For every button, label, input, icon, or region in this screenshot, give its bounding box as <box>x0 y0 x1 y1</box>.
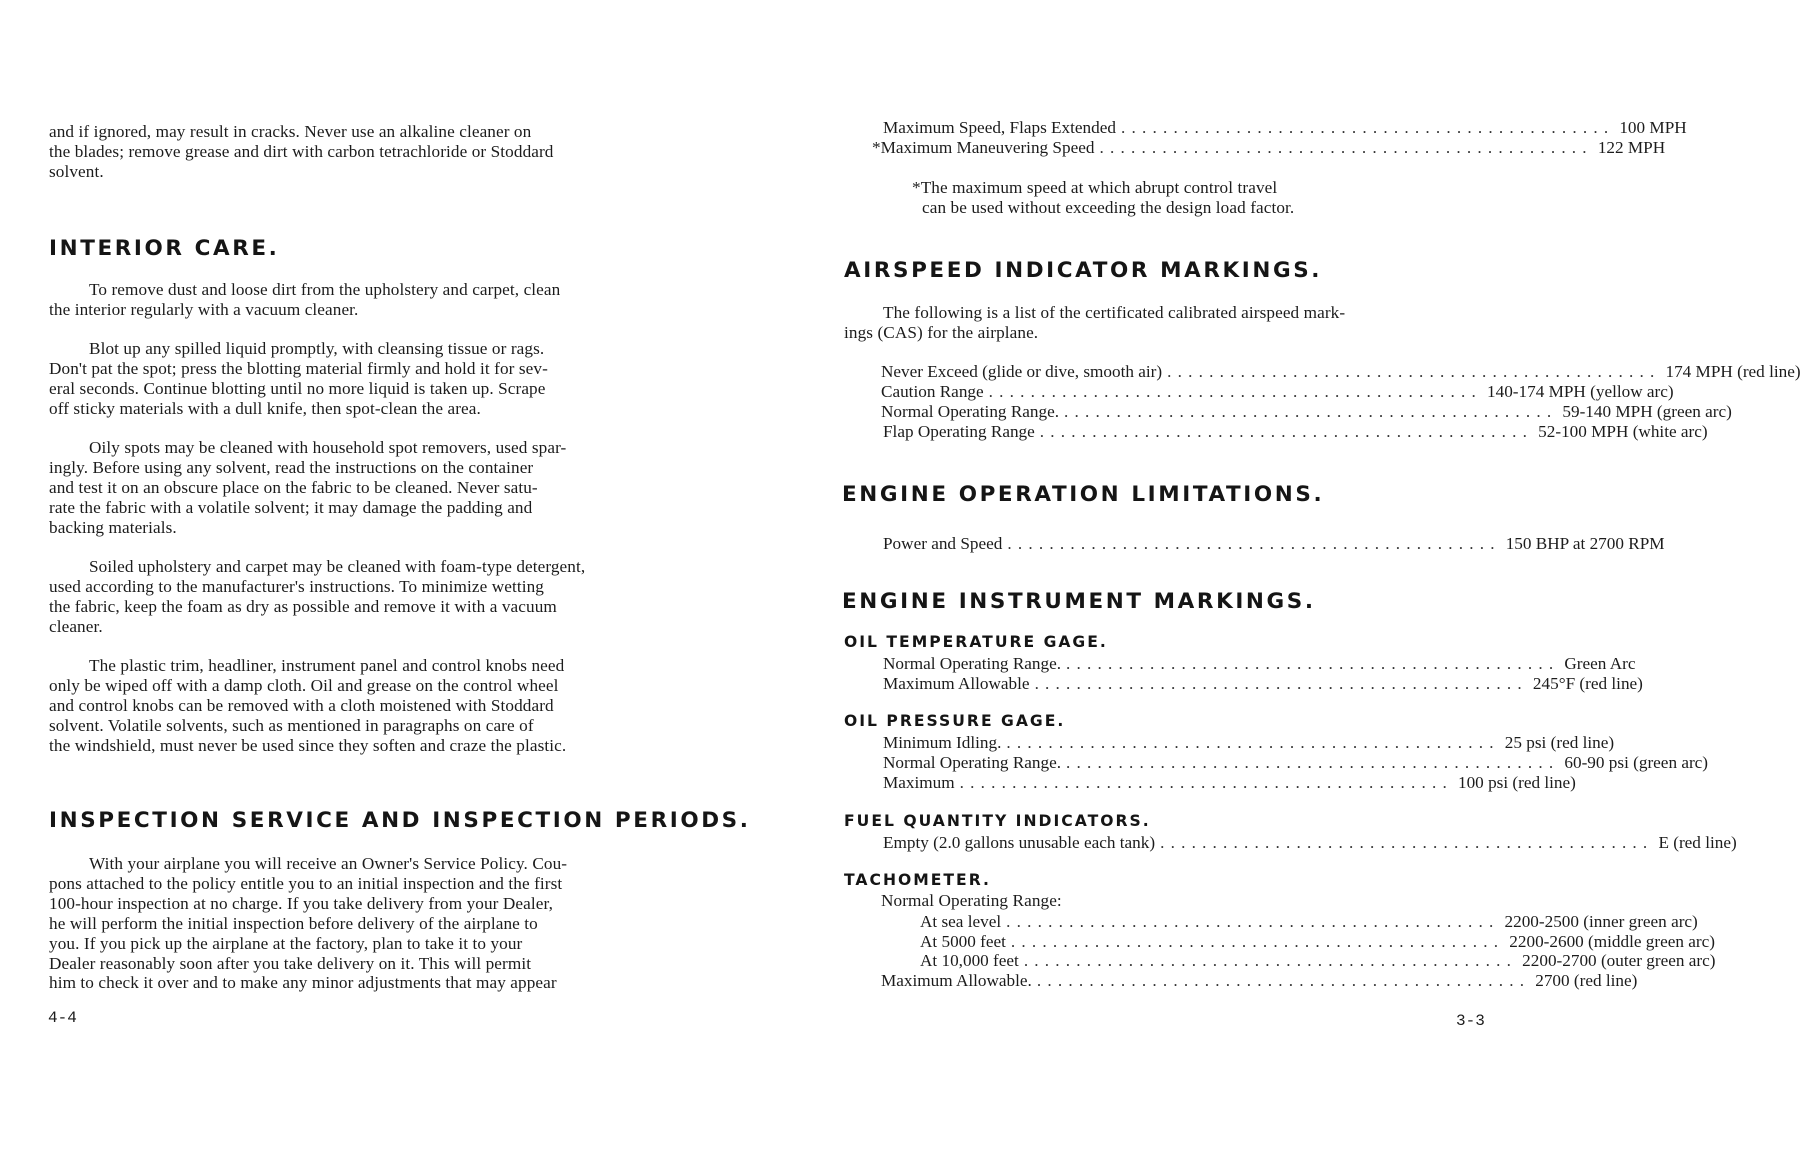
dot-leader: ............................................... <box>1010 932 1505 951</box>
spec-row <box>883 733 1615 753</box>
inspection-heading: INSPECTION SERVICE AND INSPECTION PERIODS. <box>49 808 751 833</box>
spec-value: 2700 (red line) <box>1535 971 1638 990</box>
dot-leader: ............................................... <box>959 773 1453 792</box>
spec-value: E (red line) <box>1658 833 1737 852</box>
fuel-heading: FUEL QUANTITY INDICATORS. <box>844 812 1151 830</box>
text-line: the windshield, must never be used since they soften and craze the plastic. <box>49 735 567 755</box>
left-page <box>0 0 790 1151</box>
text-line: only be wiped off with a damp cloth. Oil and grease on the control wheel <box>49 675 559 695</box>
airspeed-intro <box>844 303 1345 343</box>
text-line: pons attached to the policy entitle you to an initial inspection and the first <box>49 873 563 893</box>
tachometer-subheading: Normal Operating Range: <box>881 891 1062 910</box>
engine-instruments-heading: ENGINE INSTRUMENT MARKINGS. <box>842 589 1316 614</box>
dot-leader: ............................................... <box>1034 674 1528 693</box>
text-line: Blot up any spilled liquid promptly, with cleansing tissue or rags. <box>89 339 545 358</box>
spec-label: Normal Operating Range. <box>881 402 1060 421</box>
text-line: ings (CAS) for the airplane. <box>844 322 1039 342</box>
text-line: the blades; remove grease and dirt with carbon tetrachloride or Stoddard <box>49 141 554 161</box>
dot-leader: ............................................... <box>1066 753 1560 772</box>
spec-value: 150 BHP at 2700 RPM <box>1505 534 1665 553</box>
text-line: and if ignored, may result in cracks. Never use an alkaline cleaner on <box>49 122 532 141</box>
spec-label: Maximum Allowable <box>883 674 1030 693</box>
tachometer-heading: TACHOMETER. <box>844 871 991 889</box>
interior-care-paragraph-4 <box>49 557 585 637</box>
page-number-right: 3-3 <box>1456 1012 1485 1030</box>
spec-row <box>881 382 1674 402</box>
text-line: Dealer reasonably soon after you take delivery on it. This will permit <box>49 953 532 973</box>
page-number-left: 4-4 <box>48 1009 77 1027</box>
dot-leader: ............................................... <box>1006 733 1500 752</box>
spec-value: Green Arc <box>1564 654 1636 673</box>
spec-value: 100 MPH <box>1619 118 1687 137</box>
interior-care-paragraph-2 <box>49 339 548 419</box>
spec-row <box>920 951 1716 971</box>
spec-label: Flap Operating Range <box>883 422 1035 441</box>
text-line: backing materials. <box>49 517 177 537</box>
spec-value: 2200-2700 (outer green arc) <box>1522 951 1716 970</box>
text-line: can be used without exceeding the design load factor. <box>922 197 1295 217</box>
spec-label: Maximum Speed, Flaps Extended <box>883 118 1116 137</box>
interior-care-heading: INTERIOR CARE. <box>49 236 280 261</box>
spec-row <box>881 362 1801 382</box>
spec-row <box>883 773 1576 793</box>
spec-value: 100 psi (red line) <box>1457 773 1576 792</box>
dot-leader: ............................................... <box>1039 422 1534 441</box>
dot-leader: ............................................... <box>1036 971 1531 990</box>
spec-row <box>883 833 1737 853</box>
text-line: The plastic trim, headliner, instrument panel and control knobs need <box>89 656 565 675</box>
spec-value: 59-140 MPH (green arc) <box>1562 402 1732 421</box>
text-line: With your airplane you will receive an Owner's Service Policy. Cou- <box>89 854 568 873</box>
spec-label: At sea level <box>920 912 1002 931</box>
interior-care-paragraph-5 <box>49 656 566 756</box>
spec-row <box>872 138 1666 158</box>
dot-leader: ............................................... <box>1167 362 1661 381</box>
spec-row <box>883 654 1636 674</box>
inspection-paragraph <box>49 854 567 993</box>
spec-label: Caution Range <box>881 382 984 401</box>
spec-row <box>883 534 1665 554</box>
spec-value: 25 psi (red line) <box>1504 733 1615 752</box>
text-line: The following is a list of the certificated calibrated airspeed mark- <box>883 303 1346 322</box>
spec-label: *Maximum Maneuvering Speed <box>872 138 1095 157</box>
text-line: used according to the manufacturer's instructions. To minimize wetting <box>49 576 544 596</box>
spec-label: Normal Operating Range. <box>883 753 1062 772</box>
engine-limits-heading: ENGINE OPERATION LIMITATIONS. <box>842 482 1325 507</box>
text-line: the fabric, keep the foam as dry as possible and remove it with a vacuum <box>49 596 557 616</box>
spec-row <box>883 422 1708 442</box>
text-line: him to check it over and to make any minor adjustments that may appear <box>49 973 557 993</box>
spec-label: At 10,000 feet <box>920 951 1019 970</box>
dot-leader: ............................................... <box>1006 912 1500 931</box>
text-line: the interior regularly with a vacuum cleaner. <box>49 299 359 319</box>
dot-leader: ............................................... <box>1099 138 1593 157</box>
spec-value: 245°F (red line) <box>1532 674 1643 693</box>
text-line: Don't pat the spot; press the blotting material firmly and hold it for sev- <box>49 358 548 378</box>
spec-value: 174 MPH (red line) <box>1665 362 1801 381</box>
spec-label: Maximum <box>883 773 955 792</box>
spec-row <box>920 932 1715 952</box>
interior-care-paragraph-1 <box>49 280 560 320</box>
spec-row <box>920 912 1698 932</box>
text-line: solvent. Volatile solvents, such as mentioned in paragraphs on care of <box>49 715 534 735</box>
spec-row <box>881 402 1732 422</box>
dot-leader: ............................................... <box>1007 534 1501 553</box>
dot-leader: ............................................... <box>1066 654 1560 673</box>
spec-value: 60-90 psi (green arc) <box>1564 753 1709 772</box>
spec-row <box>883 674 1643 694</box>
dot-leader: ............................................... <box>1120 118 1615 137</box>
spec-value: 2200-2600 (middle green arc) <box>1509 932 1715 951</box>
text-line: To remove dust and loose dirt from the upholstery and carpet, clean <box>89 280 561 299</box>
spec-label: Empty (2.0 gallons unusable each tank) <box>883 833 1156 852</box>
text-line: he will perform the initial inspection before delivery of the airplane to <box>49 913 538 933</box>
dot-leader: ............................................... <box>1023 951 1518 970</box>
spec-label: Maximum Allowable. <box>881 971 1032 990</box>
spec-label: Never Exceed (glide or dive, smooth air) <box>881 362 1163 381</box>
spec-label: Minimum Idling. <box>883 733 1002 752</box>
text-line: eral seconds. Continue blotting until no more liquid is taken up. Scrape <box>49 378 546 398</box>
oil-temp-heading: OIL TEMPERATURE GAGE. <box>844 633 1108 651</box>
text-line: Oily spots may be cleaned with household spot removers, used spar- <box>89 438 567 457</box>
spec-label: Power and Speed <box>883 534 1003 553</box>
dot-leader: ............................................... <box>1160 833 1654 852</box>
intro-paragraph <box>49 122 554 182</box>
text-line: 100-hour inspection at no charge. If you take delivery from your Dealer, <box>49 893 553 913</box>
text-line: off sticky materials with a dull knife, then spot-clean the area. <box>49 398 481 418</box>
text-line: Soiled upholstery and carpet may be cleaned with foam-type detergent, <box>89 557 586 576</box>
airspeed-heading: AIRSPEED INDICATOR MARKINGS. <box>844 258 1323 283</box>
oil-pressure-heading: OIL PRESSURE GAGE. <box>844 712 1066 730</box>
spec-label: At 5000 feet <box>920 932 1006 951</box>
spec-value: 2200-2500 (inner green arc) <box>1504 912 1698 931</box>
text-line: you. If you pick up the airplane at the factory, plan to take it to your <box>49 933 523 953</box>
spec-row <box>883 753 1709 773</box>
spec-row <box>883 118 1687 138</box>
spec-value: 122 MPH <box>1597 138 1666 157</box>
interior-care-paragraph-3 <box>49 438 566 538</box>
dot-leader: ............................................... <box>988 382 1482 401</box>
text-line: solvent. <box>49 161 104 181</box>
text-line: *The maximum speed at which abrupt control travel <box>912 178 1278 197</box>
footnote <box>912 178 1294 218</box>
spec-label: Normal Operating Range. <box>883 654 1062 673</box>
dot-leader: ............................................... <box>1064 402 1558 421</box>
right-page <box>790 0 1801 1151</box>
spec-value: 52-100 MPH (white arc) <box>1538 422 1708 441</box>
text-line: cleaner. <box>49 616 103 636</box>
text-line: ingly. Before using any solvent, read the instructions on the container <box>49 457 534 477</box>
text-line: rate the fabric with a volatile solvent; it may damage the padding and <box>49 497 533 517</box>
text-line: and control knobs can be removed with a cloth moistened with Stoddard <box>49 695 554 715</box>
text-line: and test it on an obscure place on the fabric to be cleaned. Never satu- <box>49 477 538 497</box>
spec-value: 140-174 MPH (yellow arc) <box>1487 382 1674 401</box>
spec-row <box>881 971 1638 991</box>
